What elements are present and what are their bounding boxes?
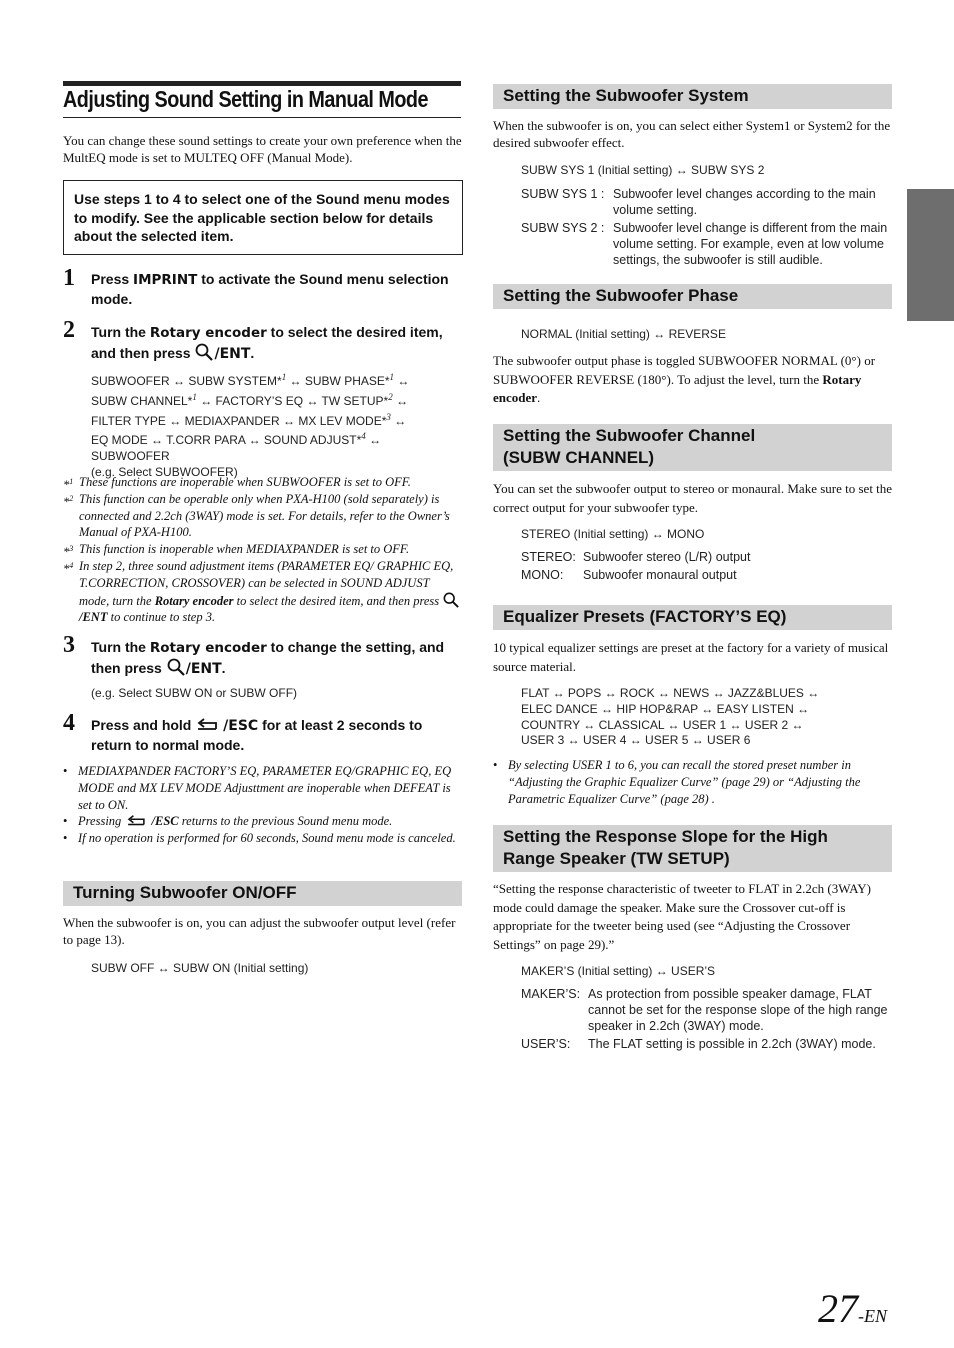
users-def: USER’S: The FLAT setting is possible in 2.2ch (3WAY) mode. xyxy=(521,1037,876,1051)
subw-phase-setting: NORMAL (Initial setting) ↔ REVERSE xyxy=(521,327,726,341)
step-2-end: . xyxy=(250,345,255,361)
tw-setup-text: “Setting the response characteristic of tweeter to FLAT in 2.2ch (3WAY) mode could damage the speaker. Make sure the Crossover cut-off is appropriate for the tweeter being used (see “Adjusting the Crossover Settings” on page 29).” xyxy=(493,881,871,952)
return-arrow-icon xyxy=(124,814,148,828)
step-4-number: 4 xyxy=(63,710,75,736)
section-header-subw-phase: Setting the Subwoofer Phase xyxy=(493,284,892,309)
subw-system-setting: SUBW SYS 1 (Initial setting) ↔ SUBW SYS 2 xyxy=(521,163,765,177)
step-3-number: 3 xyxy=(63,632,75,658)
step-2-pre: Turn the xyxy=(91,324,150,340)
step-2-post: to select the desired item, and then press xyxy=(91,324,443,361)
search-icon xyxy=(166,658,186,676)
section-header-subw-system: Setting the Subwoofer System xyxy=(493,84,892,109)
note-bullet-3: • If no operation is performed for 60 seconds, Sound menu mode is canceled. xyxy=(78,830,461,847)
stereo-def: STEREO: Subwoofer stereo (L/R) output xyxy=(521,550,751,564)
intro-paragraph: You can change these sound settings to create your own preference when the MultEQ mode is set to MULTEQ OFF (Manual Mode). xyxy=(63,133,462,165)
step-1-post: to activate the Sound menu selection mode. xyxy=(91,271,449,307)
instruction-box: Use steps 1 to 4 to select one of the Sound menu modes to modify. See the applicable section below for details about the selected item. xyxy=(63,180,463,255)
section-header-subw-onoff: Turning Subwoofer ON/OFF xyxy=(63,881,462,906)
subw-channel-text: You can set the subwoofer output to stereo or monaural. Make sure to set the correct output for your subwoofer type. xyxy=(493,481,893,515)
step-3-example: (e.g. Select SUBW ON or SUBW OFF) xyxy=(91,686,298,700)
page-title: Adjusting Sound Setting in Manual Mode xyxy=(63,86,428,112)
note-bullet-1: • MEDIAXPANDER FACTORY’S EQ, PARAMETER EQ/GRAPHIC EQ, EQ MODE and MX LEV MODE Adjusttment are inoperable when DEFEAT is set to ON. xyxy=(78,763,461,813)
footnote-4: *$^4$ In step 2, three sound adjustment items (PARAMETER EQ/ GRAPHIC EQ, T.CORRECTION, CROSSOVER) can be selected in SOUND ADJUST mode, turn the Rotary encoder to select the desired item, and then press /ENT to continue to step 3. xyxy=(63,558,461,626)
footnote-1: *$^1$ These functions are inoperable when SUBWOOFER is set to OFF. xyxy=(63,475,411,493)
step-1-text xyxy=(91,270,461,309)
step-3-text: Turn the Rotary encoder to change the setting, and then press /ENT. xyxy=(91,639,445,677)
section-header-eq: Equalizer Presets (FACTORY’S EQ) xyxy=(493,605,892,630)
step-2-ent: /ENT xyxy=(214,346,251,362)
search-icon xyxy=(194,343,214,361)
subw-onoff-text: When the subwoofer is on, you can adjust the subwoofer output level (refer to page 13). xyxy=(63,915,456,947)
footnote-2: *$^2$ This function can be operable only when PXA-H100 (sold separately) is connected and 2.2ch (3WAY) mode is set. For details, refer to the Owner’s Manual of PXA-H100. xyxy=(63,491,450,540)
title-rule-bottom xyxy=(63,117,461,118)
eq-bullet: • By selecting USER 1 to 6, you can recall the stored preset number in “Adjusting the Graphic Equalizer Curve” (page 29) or “Adjusting the Parametric Equalizer Curve” (page 28) . xyxy=(508,757,893,807)
tw-setup-title-1: Setting the Response Slope for the High xyxy=(503,827,828,846)
chapter-tab xyxy=(907,189,954,321)
page-number xyxy=(818,1285,887,1340)
eq-sequence: FLAT ↔ POPS ↔ ROCK ↔ NEWS ↔ JAZZ&BLUES ↔ ELEC DANCE ↔ HIP HOP&RAP ↔ EASY LISTEN ↔ COUNTRY ↔ CLASSICAL ↔ USER 1 ↔ USER 2 ↔ USER 3 ↔ USER 4 ↔ USER 5 ↔ USER 6 xyxy=(521,686,820,748)
page-number-value: 27 xyxy=(818,1286,858,1331)
tw-setup-setting: MAKER’S (Initial setting) ↔ USER’S xyxy=(521,964,716,978)
eq-text: 10 typical equalizer settings are preset at the factory for a variety of musical source material. xyxy=(493,640,889,674)
notes-list xyxy=(78,763,461,847)
mono-def: MONO: Subwoofer monaural output xyxy=(521,568,737,582)
return-arrow-icon xyxy=(195,717,219,733)
step-4-text: Press and hold /ESC for at least 2 seconds to return to normal mode. xyxy=(91,717,423,753)
step-2-key: Rotary encoder xyxy=(149,325,267,341)
footnote-3: *$^3$ This function is inoperable when MEDIAXPANDER is set to OFF. xyxy=(63,542,410,560)
subw-sys-1-def: SUBW SYS 1 : Subwoofer level changes according to the main volume setting. xyxy=(521,187,876,217)
step-1-key: IMPRINT xyxy=(133,272,198,288)
step-2-text xyxy=(91,323,463,364)
subw-onoff-setting: SUBW OFF ↔ SUBW ON (Initial setting) xyxy=(91,961,309,975)
step-2-sequence: SUBWOOFER ↔ SUBW SYSTEM*$^1$ ↔ SUBW PHASE*$^1$ ↔ SUBW CHANNEL*$^1$ ↔ FACTORY’S EQ ↔ TW SETUP*$^2$ ↔ FILTER TYPE ↔ MEDIAXPANDER ↔ MX LEV MODE*$^3$ ↔ EQ MODE ↔ T.CORR PARA ↔ SOUND ADJUST*$^4$ ↔ SUBWOOFER (e.g. Select SUBWOOFER) xyxy=(91,372,410,479)
subw-channel-title-1: Setting the Subwoofer Channel xyxy=(503,426,756,445)
subw-sys-2-def: SUBW SYS 2 : Subwoofer level change is different from the main volume setting. For example, even at low volume settings, the subwoofer is still audible. xyxy=(521,221,888,267)
subw-channel-setting: STEREO (Initial setting) ↔ MONO xyxy=(521,527,705,541)
makers-def: MAKER’S: As protection from possible speaker damage, FLAT cannot be set for the response slope of the high range speaker in 2.2ch (3WAY) mode. xyxy=(521,987,888,1033)
section-header-subw-channel xyxy=(493,424,892,471)
footnotes xyxy=(63,474,461,626)
note-bullet-2: • Pressing /ESC returns to the previous Sound menu mode. xyxy=(78,813,461,830)
step-2-number: 2 xyxy=(63,317,75,343)
subw-phase-text: The subwoofer output phase is toggled SUBWOOFER NORMAL (0°) or SUBWOOFER REVERSE (180°). To adjust the level, turn the Rotary encoder. xyxy=(493,353,876,405)
subw-system-text: When the subwoofer is on, you can select either System1 or System2 for the desired subwoofer effect. xyxy=(493,118,891,150)
subw-channel-title-2: (SUBW CHANNEL) xyxy=(503,448,655,467)
page-number-suffix: -EN xyxy=(858,1306,887,1326)
tw-setup-title-2: Range Speaker (TW SETUP) xyxy=(503,849,730,868)
search-icon xyxy=(442,592,460,608)
step-1-pre: Press xyxy=(91,271,134,287)
section-header-tw-setup xyxy=(493,825,892,872)
step-1-number: 1 xyxy=(63,265,75,291)
